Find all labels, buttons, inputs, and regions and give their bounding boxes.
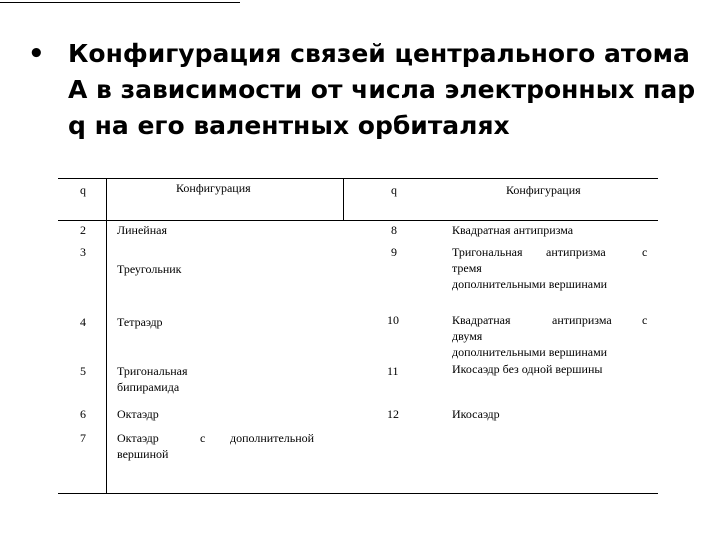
left-q-2: 2: [80, 223, 86, 237]
right-config-10-word-2: антипризма: [552, 313, 612, 327]
left-q-5: 5: [80, 364, 86, 378]
table-header-rule: [58, 220, 658, 221]
left-config-3: Треугольник: [117, 262, 182, 276]
table-top-rule: [58, 178, 658, 179]
right-config-10-line-2: двумя: [452, 329, 483, 343]
top-rule: [0, 2, 240, 3]
left-config-7-word-1: Октаэдр: [117, 431, 159, 445]
left-config-5-line-1: Тригональная: [117, 364, 188, 378]
right-config-9-word-2: антипризма: [546, 245, 606, 259]
left-config-4: Тетраэдр: [117, 315, 163, 329]
header-config-right: Конфигурация: [506, 183, 581, 197]
right-q-12: 12: [387, 407, 399, 421]
title-line-2: А в зависимости от числа электронных пар: [68, 75, 696, 104]
right-config-10-line-3: дополнительными вершинами: [452, 345, 608, 359]
right-config-10-word-3: с: [642, 313, 648, 327]
left-config-7-word-2: с: [200, 431, 206, 445]
right-q-9: 9: [391, 245, 397, 259]
right-config-9-word-3: с: [642, 245, 648, 259]
table-divider-left: [106, 178, 107, 493]
left-config-5-line-2: бипирамида: [117, 380, 180, 394]
left-config-6: Октаэдр: [117, 407, 159, 421]
title-line-1: Конфигурация связей центрального атома: [68, 39, 690, 68]
left-q-6: 6: [80, 407, 86, 421]
bullet-marker: •: [28, 39, 45, 69]
left-config-7-word-3: дополнительной: [230, 431, 315, 445]
left-config-2: Линейная: [117, 223, 167, 237]
right-q-8: 8: [391, 223, 397, 237]
right-config-9-word-1: Тригональная: [452, 245, 523, 259]
table-bottom-rule: [58, 493, 658, 494]
left-q-3: 3: [80, 245, 86, 259]
right-config-9-line-3: дополнительными вершинами: [452, 277, 608, 291]
header-q-right: q: [391, 183, 397, 197]
right-q-10: 10: [387, 313, 399, 327]
right-config-10-word-1: Квадратная: [452, 313, 511, 327]
table-divider-middle: [343, 178, 344, 220]
title-line-3: q на его валентных орбиталях: [68, 111, 510, 140]
configuration-table: [58, 175, 658, 495]
right-q-11: 11: [387, 364, 399, 378]
left-q-4: 4: [80, 315, 86, 329]
slide-title: [68, 36, 698, 144]
right-config-9-line-2: тремя: [452, 261, 482, 275]
right-config-12: Икосаэдр: [452, 407, 500, 421]
left-config-7-line-2: вершиной: [117, 447, 169, 461]
right-config-11: Икосаэдр без одной вершины: [452, 362, 603, 376]
header-q-left: q: [80, 183, 86, 197]
left-q-7: 7: [80, 431, 86, 445]
header-config-left: Конфигурация: [176, 181, 251, 195]
right-config-8: Квадратная антипризма: [452, 223, 574, 237]
